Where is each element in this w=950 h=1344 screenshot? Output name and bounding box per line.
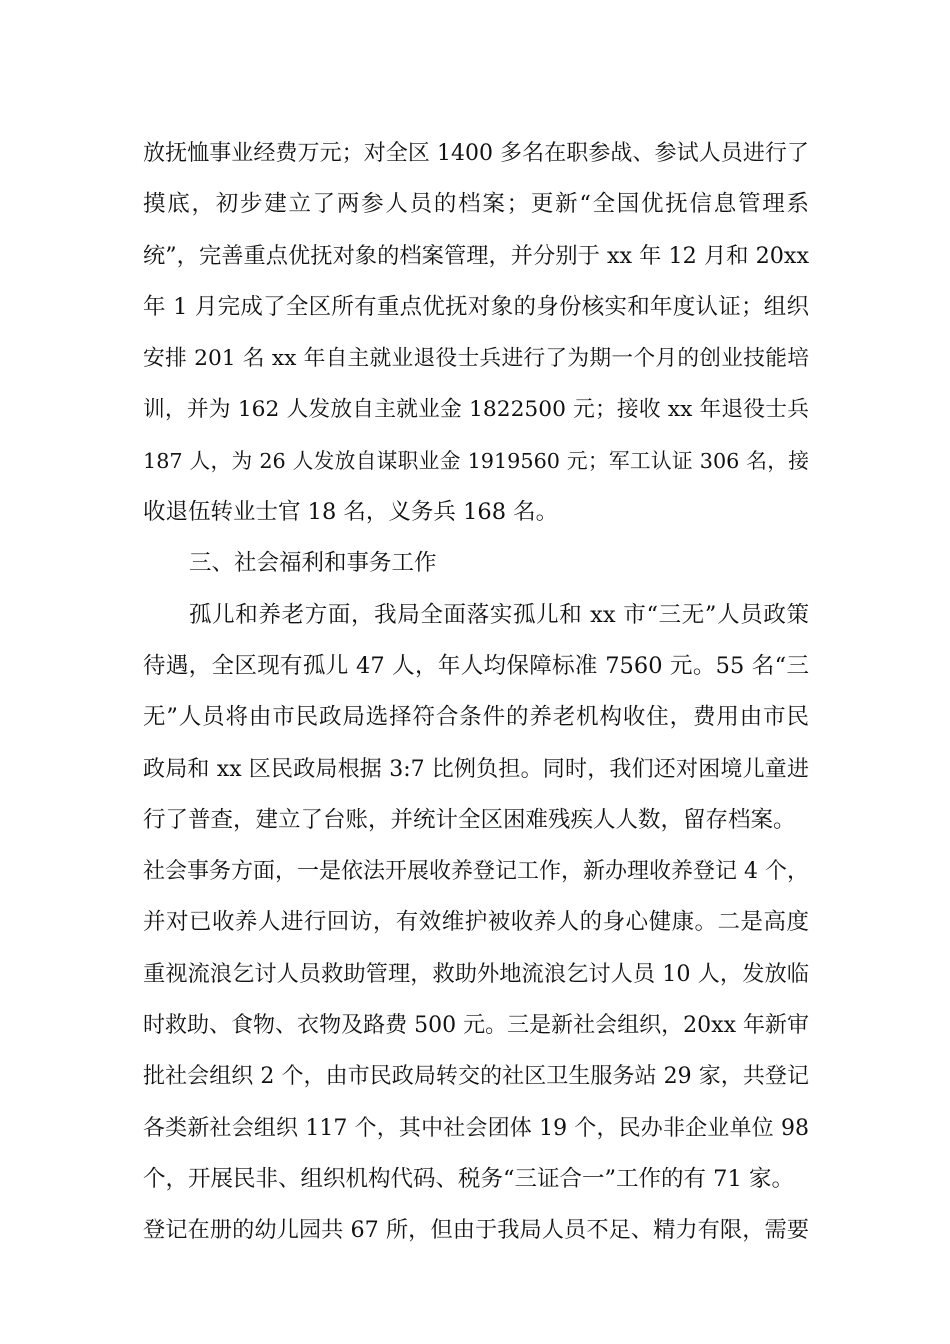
- text-line: 187 人，为 26 人发放自谋职业金 1919560 元；军工认证 306 名，接: [143, 448, 809, 473]
- text-line: 登记在册的幼儿园共 67 所，但由于我局人员不足、精力有限，需要: [143, 1217, 809, 1244]
- text-line: 安排 201 名 xx 年自主就业退役士兵进行了为期一个月的创业技能培: [143, 346, 809, 372]
- text-line: 个，开展民非、组织机构代码、税务“三证合一”工作的有 71 家。: [143, 1165, 794, 1192]
- text-line: 放抚恤事业经费万元；对全区 1400 多名在职参战、参试人员进行了: [143, 141, 809, 166]
- text-line: 训，并为 162 人发放自主就业金 1822500 元；接收 xx 年退役士兵: [143, 397, 809, 423]
- text-line: 摸底，初步建立了两参人员的档案；更新“全国优抚信息管理系: [143, 191, 809, 218]
- text-line: 收退伍转业士官 18 名，义务兵 168 名。: [143, 499, 559, 526]
- text-line: 重视流浪乞讨人员救助管理，救助外地流浪乞讨人员 10 人，发放临: [143, 960, 809, 987]
- document-body: [143, 128, 809, 1257]
- text-line: 孤儿和养老方面，我局全面落实孤儿和 xx 市“三无”人员政策: [189, 601, 809, 628]
- text-line: 并对已收养人进行回访，有效维护被收养人的身心健康。二是高度: [143, 909, 809, 936]
- text-line: 年 1 月完成了全区所有重点优抚对象的身份核实和年度认证；组织: [143, 293, 809, 320]
- section-heading: 三、社会福利和事务工作: [189, 550, 437, 577]
- text-line: 社会事务方面，一是依法开展收养登记工作，新办理收养登记 4 个，: [143, 859, 809, 885]
- text-line: 行了普查，建立了台账，并统计全区困难残疾人人数，留存档案。: [143, 806, 796, 833]
- text-line: 政局和 xx 区民政局根据 3:7 比例负担。同时，我们还对困境儿童进: [143, 756, 809, 782]
- text-line: 无”人员将由市民政局选择符合条件的养老机构收住，费用由市民: [143, 704, 809, 731]
- text-line: 待遇，全区现有孤儿 47 人，年人均保障标准 7560 元。55 名“三: [143, 652, 809, 679]
- text-line: 时救助、食物、衣物及路费 500 元。三是新社会组织，20xx 年新审: [143, 1013, 809, 1039]
- text-line: 批社会组织 2 个，由市民政局转交的社区卫生服务站 29 家，共登记: [143, 1064, 809, 1090]
- text-line: 各类新社会组织 117 个，其中社会团体 19 个，民办非企业单位 98: [143, 1115, 809, 1141]
- text-line: 统”，完善重点优抚对象的档案管理，并分别于 xx 年 12 月和 20xx: [143, 242, 809, 269]
